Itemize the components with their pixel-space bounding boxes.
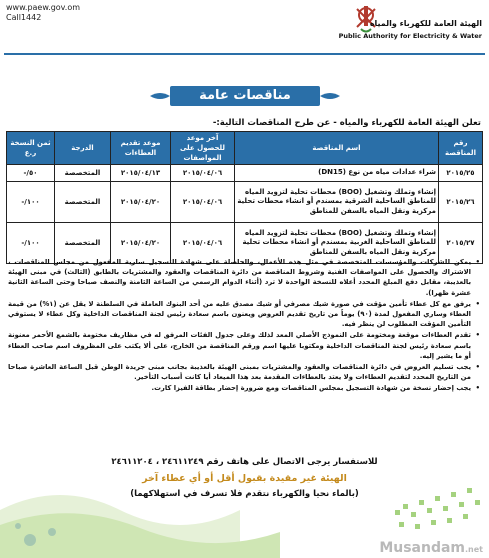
- bid-date: ٢٠١٥/٠٤/١٣: [111, 165, 171, 182]
- tender-name: إنشاء وتملك وتشغيل (BOO) محطات تحلية لتزويد المياه للمناطق الساحلية الشرقية بمسندم أو انشاء محطات تحلية مركزية ونقل المياه بالسفن للمناطق: [235, 182, 439, 223]
- call-number-text: Call1442: [6, 13, 42, 22]
- col-header-name: اسم المناقصة: [235, 132, 439, 165]
- flourish-right-icon: [320, 92, 340, 100]
- col-header-bid-date: موعد تقديم العطاءات: [111, 132, 171, 165]
- watermark-text: Musandam: [379, 540, 466, 556]
- table-row: [7, 182, 483, 223]
- org-logo: [325, 3, 485, 53]
- bid-date: ٢٠١٥/٠٤/٢٠: [111, 223, 171, 264]
- price: ١٠٠/-: [7, 223, 55, 264]
- grade: المتخصصة: [55, 223, 111, 264]
- tender-number: ٢٠١٥/٢٦: [439, 182, 483, 223]
- website-text[interactable]: www.paew.gov.om: [6, 3, 81, 12]
- tender-name: شراء عدادات مياه من نوع (DN15): [235, 165, 439, 182]
- col-header-price: ثمن النسخة ر.ع: [7, 132, 55, 165]
- header-divider: [4, 53, 485, 55]
- conservation-slogan: (بالماء نحيا والكهرباء نتقدم فلا تسرف في استهلاكهما): [130, 489, 359, 499]
- condition-item: • يرفق مع كل عطاء تأمين مؤقت في صورة شيك مصرفي أو شيك مصدق عليه من أحد البنوك العاملة في السلطنة لا يقل عن (١%) من قيمة العطاء وساري المفعول لمدة (٩٠) يوماً من تاريخ تقديم العروض ويعنون باسم سعادة رئيس لجنة المناقصات الداخلية وكل عطاء لا يستوفي التأمين المؤقت المطلوب لن ينظر فيه.: [8, 299, 471, 330]
- tenders-table: [6, 131, 483, 264]
- spec-deadline: ٢٠١٥/٠٤/٠٦: [171, 223, 235, 264]
- condition-item: • يجب تسليم العروض في دائرة المناقصات والعقود والمشتريات بمبنى الهيئة بالعذيبة بجانب مبنى جريدة الوطن قبل الساعة العاشرة صباحا من التاريخ المحدد لتقديم العطاءات ولا يعتد بالعطاءات المقدمة بعد هذا الميعاد أيا كانت أسباب التأخير.: [8, 362, 471, 382]
- watermark-suffix: .net: [465, 545, 483, 554]
- org-name-arabic: الهيئة العامة للكهرباء والمياه: [369, 19, 482, 28]
- price: ٥٠/-: [7, 165, 55, 182]
- col-header-spec-deadline: آخر موعد للحصول على المواصفات: [171, 132, 235, 165]
- condition-item: • يمكن للشركات والمؤسسات المتخصصة في مثل هذه الأعمال، والحاصلة على شهادة التسجيل سارية المفعول من مجلس المناقصات ، الاشتراك والحصول على المواصفات الفنية وشروط المناقصة من دائرة المناقصات والعقود والمشتريات بالطابق (الثالث) في مبنى الهيئة بالعذيبة، مقابل دفع المبلغ المحدد أعلاه للنسخة الواحدة لا ترد (أثناء الدوام الرسمي من الساعة الثامنة والنصف صباحا وحتى الساعة الثانية عشرة ظهرا).: [8, 257, 471, 298]
- tender-number: ٢٠١٥/٢٥: [439, 165, 483, 182]
- contact-info: للاستفسار يرجى الاتصال على هاتف رقم ٢٤٦١١٢٤٩ ، ٢٤٦١١٢٠٤: [111, 457, 378, 467]
- spec-deadline: ٢٠١٥/٠٤/٠٦: [171, 182, 235, 223]
- conditions-list: [8, 257, 481, 395]
- col-header-grade: الدرجة: [55, 132, 111, 165]
- condition-item: • يجب إحضار نسخة من شهادة التسجيل بمجلس المناقصات ومع ضرورة إحضار بطاقة الفيزا كارت.: [8, 383, 471, 393]
- col-header-number: رقم المناقصة: [439, 132, 483, 165]
- tender-name: إنشاء وتملك وتشغيل (BOO) محطات تحلية لتزويد المياه للمناطق الساحلية الغربية بمسندم أو انشاء محطات تحلية مركزية ونقل المياه بالسفن للمناطق: [235, 223, 439, 264]
- header-contact: [6, 3, 80, 23]
- condition-item: • تقدم العطاءات موقعة ومختومة على النموذج الأصلي المعد لذلك وعلى جدول الفئات المرفق له في مظاريف مختومة بالشمع الأحمر معنونة باسم سعادة رئيس لجنة المناقصات الداخلية ومكتوبا عليها اسم ورقم المناقصة من الخارج، على ألا يكتب على المظروف اسم صاحب العطاء أو ما يشير إليه.: [8, 330, 471, 361]
- bid-date: ٢٠١٥/٠٤/٢٠: [111, 182, 171, 223]
- table-header-row: [7, 132, 483, 165]
- page-title: مناقصات عامة: [170, 86, 320, 106]
- grade: المتخصصة: [55, 165, 111, 182]
- org-name-english: Public Authority for Electricity & Water: [338, 32, 482, 40]
- price: ١٠٠/-: [7, 182, 55, 223]
- disclaimer-text: الهيئة غير مقيدة بقبول أقل أو أي عطاء آخر: [142, 473, 347, 484]
- table-row: [7, 165, 483, 182]
- grade: المتخصصة: [55, 182, 111, 223]
- spec-deadline: ٢٠١٥/٠٤/٠٦: [171, 165, 235, 182]
- source-watermark: [379, 540, 483, 556]
- flourish-left-icon: [150, 92, 170, 100]
- intro-text: تعلن الهيئة العامة للكهرباء والمياه - عن طرح المناقصات التالية:-: [212, 118, 481, 128]
- tender-number: ٢٠١٥/٢٧: [439, 223, 483, 264]
